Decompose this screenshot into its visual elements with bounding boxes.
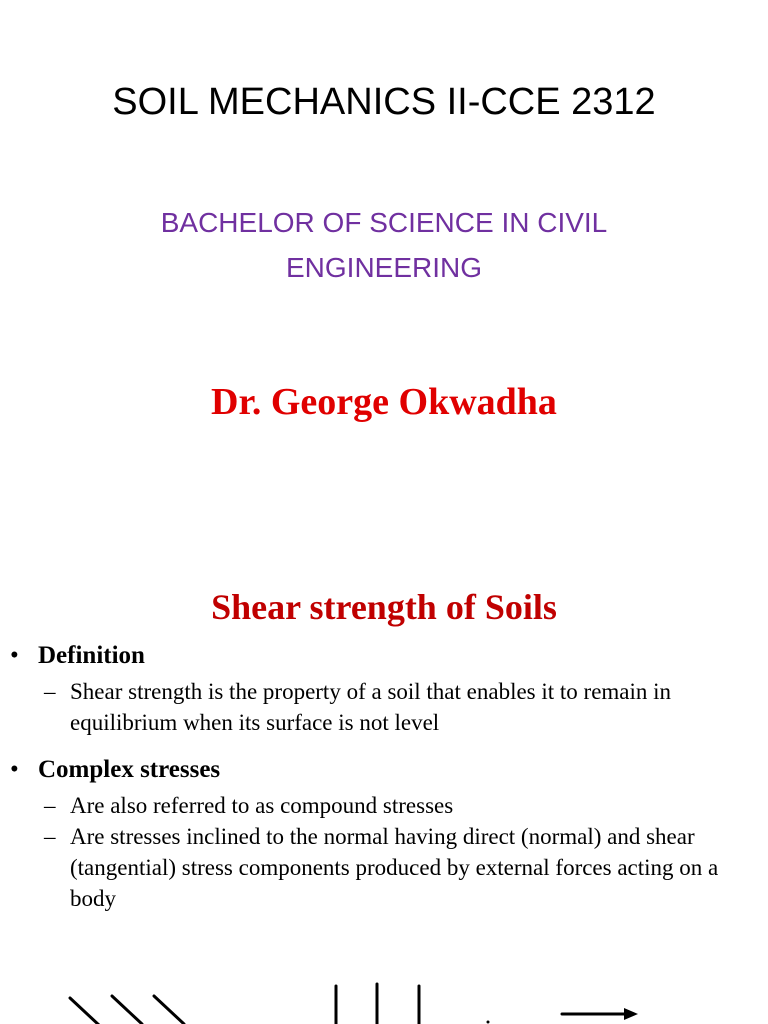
bullet-definition [10, 640, 750, 672]
bullet-heading: Complex stresses [38, 756, 221, 783]
program-line-1: BACHELOR OF SCIENCE IN CIVIL [160, 207, 608, 238]
bullet-complex-stresses [10, 754, 750, 786]
bullet-marker: • [10, 756, 19, 783]
course-title: SOIL MECHANICS II-CCE 2312 [112, 81, 656, 123]
lecturer-name: Dr. George Okwadha [211, 381, 557, 423]
shear-stress-arrow-icon [562, 1008, 638, 1020]
bullet-marker: • [10, 642, 19, 669]
dash-marker: – [44, 679, 56, 704]
program-title [84, 200, 684, 290]
sub-bullet [10, 821, 750, 914]
sub-bullet-text: Shear strength is the property of a soil that enables it to remain in equilibrium when its surface is not level [70, 679, 672, 735]
sub-bullet [10, 790, 750, 821]
section-title: Shear strength of Soils [211, 587, 557, 627]
inclined-stress-arrows-icon [70, 996, 184, 1024]
program-line-2: ENGINEERING [285, 252, 483, 283]
small-dot-icon [487, 1021, 490, 1024]
sub-bullet-text: Are also referred to as compound stresses [70, 793, 454, 818]
sub-bullet-text: Are stresses inclined to the normal having direct (normal) and shear (tangential) stress components produced by external forces acting on a body [70, 824, 719, 911]
bullet-heading: Definition [38, 642, 145, 669]
normal-stress-arrows-icon [336, 984, 419, 1024]
bullet-list [10, 640, 750, 914]
dash-marker: – [44, 793, 56, 818]
stress-diagram [0, 968, 768, 1024]
sub-bullet [10, 676, 750, 738]
dash-marker: – [44, 824, 56, 849]
